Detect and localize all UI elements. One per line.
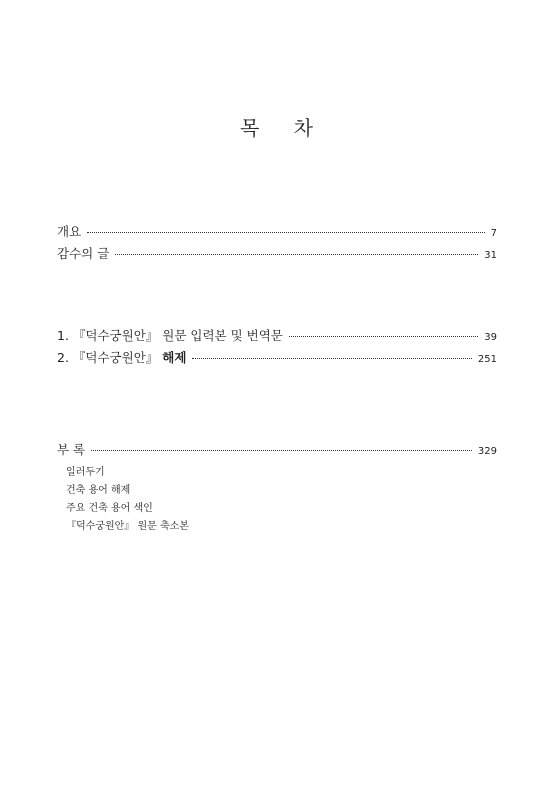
toc-entry-appendix[interactable]: [57, 440, 497, 458]
appendix-item[interactable]: 『덕수궁원안』 원문 축소본: [66, 521, 189, 532]
toc-entry-page: 7: [490, 228, 497, 239]
toc-entry-label: 개요: [57, 224, 82, 239]
dot-leader: [87, 232, 484, 233]
toc-entry-overview[interactable]: [57, 222, 497, 240]
toc-entry-label: [57, 348, 186, 366]
appendix-item[interactable]: 건축 용어 해제: [66, 485, 131, 496]
toc-entry-chapter-2[interactable]: [57, 348, 497, 366]
dot-leader: [192, 358, 472, 359]
appendix-item[interactable]: 일러두기: [66, 467, 105, 478]
toc-entry-label: 감수의 글: [57, 246, 110, 261]
toc-entry-label: 부 록: [57, 442, 86, 457]
dot-leader: [91, 450, 472, 451]
dot-leader: [115, 254, 478, 255]
toc-entry-chapter-1[interactable]: [57, 326, 497, 344]
appendix-item[interactable]: 주요 건축 용어 색인: [66, 503, 153, 514]
toc-entry-label-prefix: 2. 『덕수궁원안』: [57, 350, 163, 365]
toc-entry-label-bold: 해제: [162, 350, 187, 365]
toc-entry-page: 39: [484, 332, 497, 343]
toc-entry-supervision[interactable]: [57, 244, 497, 262]
toc-entry-page: 329: [477, 446, 497, 457]
toc-entry-page: 251: [477, 354, 497, 365]
page-title: 목 차: [240, 116, 327, 140]
toc-entry-page: 31: [484, 250, 497, 261]
dot-leader: [289, 336, 478, 337]
toc-entry-label: 1. 『덕수궁원안』 원문 입력본 및 번역문: [57, 328, 283, 343]
